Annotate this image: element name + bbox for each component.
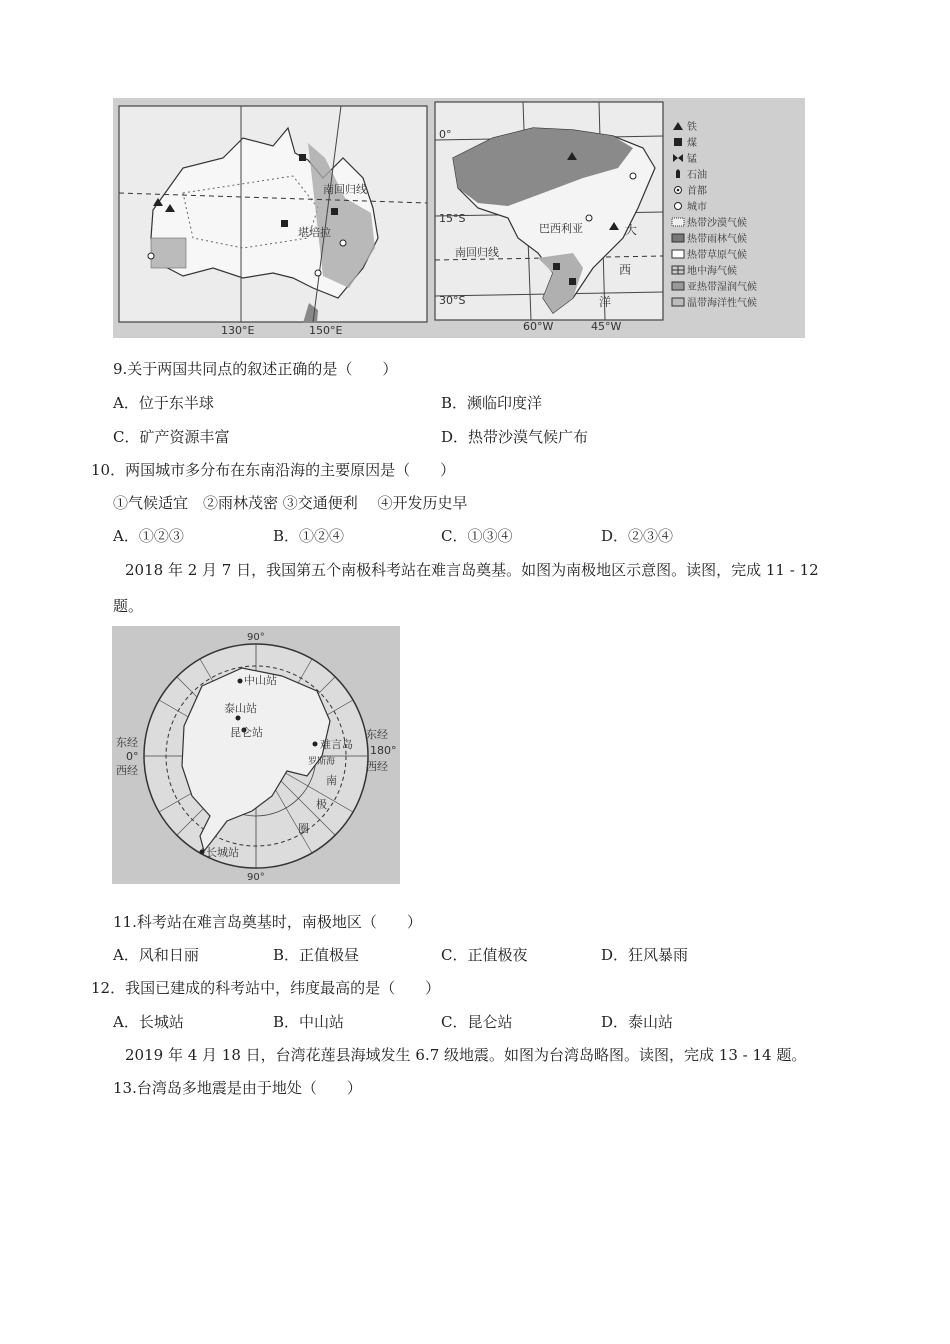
coal-marker bbox=[553, 263, 560, 270]
question-10-option-b: B．①②④ bbox=[273, 527, 345, 545]
question-10-option-c: C．①③④ bbox=[441, 527, 513, 545]
intro-taiwan-line-1: 2019 年 4 月 18 日，台湾花莲县海域发生 6.7 级地震。如图为台湾岛略图。读图，完成 13 - 14 题。 bbox=[125, 1046, 807, 1064]
label-zero: 0° bbox=[126, 750, 139, 763]
zhongshan-station-marker bbox=[238, 679, 243, 684]
legend-label: 首都 bbox=[687, 186, 707, 197]
br-ocean-label-3: 洋 bbox=[599, 295, 612, 309]
br-tropic-label: 南回归线 bbox=[455, 246, 499, 259]
label-bottom-90: 90° bbox=[247, 872, 265, 883]
antarctica-map-svg bbox=[112, 626, 400, 884]
question-12-stem: 12．我国已建成的科考站中，纬度最高的是（ ） bbox=[91, 979, 441, 997]
legend-label: 地中海气候 bbox=[687, 266, 737, 277]
city-marker bbox=[340, 240, 346, 246]
question-10-option-a: A．①②③ bbox=[113, 527, 184, 545]
br-lon-45-label: 45°W bbox=[591, 320, 622, 333]
coal-marker bbox=[331, 208, 338, 215]
map-figure-svg bbox=[113, 98, 805, 338]
label-top-90: 90° bbox=[247, 632, 265, 643]
br-ocean-label-1: 大 bbox=[625, 223, 638, 237]
label-quan: 圈 bbox=[298, 822, 309, 835]
label-changcheng: 长城站 bbox=[206, 846, 239, 859]
label-ji: 极 bbox=[316, 798, 327, 811]
legend-label: 热带雨林气候 bbox=[687, 234, 747, 245]
intro-antarctica-line-2: 题。 bbox=[113, 597, 144, 615]
au-capital-label: 堪培拉 bbox=[298, 226, 331, 239]
question-10-items: ①气候适宜 ②雨林茂密 ③交通便利 ④开发历史早 bbox=[113, 494, 468, 512]
label-taishan: 泰山站 bbox=[224, 702, 257, 715]
question-12-option-b: B．中山站 bbox=[273, 1013, 345, 1031]
question-12-option-a: A．长城站 bbox=[113, 1013, 184, 1031]
question-11-option-a: A．风和日丽 bbox=[113, 946, 199, 964]
question-11-option-d: D．狂风暴雨 bbox=[601, 946, 689, 964]
label-ross-sea: 罗斯海 bbox=[308, 757, 336, 767]
question-10-stem: 10．两国城市多分布在东南沿海的主要原因是（ ） bbox=[91, 461, 456, 479]
au-lon-130-label: 130°E bbox=[221, 324, 255, 337]
dots-icon bbox=[672, 218, 684, 226]
label-zhongshan: 中山站 bbox=[244, 674, 277, 687]
label-180: 180° bbox=[370, 744, 397, 757]
question-11-option-b: B．正值极昼 bbox=[273, 946, 360, 964]
question-12-option-d: D．泰山站 bbox=[601, 1013, 674, 1031]
white-icon bbox=[672, 250, 684, 258]
dark-icon bbox=[672, 234, 684, 242]
br-lon-60-label: 60°W bbox=[523, 320, 554, 333]
changcheng-station-marker bbox=[200, 850, 205, 855]
gray-icon bbox=[672, 282, 684, 290]
capital-icon-dot bbox=[677, 189, 680, 192]
mediterranean-zone bbox=[151, 238, 186, 268]
map-legend bbox=[672, 120, 757, 309]
br-capital-label: 巴西利亚 bbox=[539, 222, 583, 235]
question-9-option-a: A．位于东半球 bbox=[113, 394, 214, 412]
city-marker bbox=[315, 270, 321, 276]
coal-marker bbox=[299, 154, 306, 161]
city-marker bbox=[148, 253, 154, 259]
city-marker bbox=[630, 173, 636, 179]
legend-label: 温带海洋性气候 bbox=[687, 298, 757, 309]
question-9-option-d: D．热带沙漠气候广布 bbox=[441, 428, 589, 446]
legend-label: 煤 bbox=[687, 138, 697, 149]
question-11-stem: 11.科考站在难言岛奠基时，南极地区（ ） bbox=[113, 913, 422, 931]
label-west-right: 西经 bbox=[366, 760, 388, 773]
capital-marker bbox=[586, 215, 592, 221]
square-icon bbox=[674, 138, 682, 146]
legend-label: 热带草原气候 bbox=[687, 250, 747, 261]
triangle-icon bbox=[673, 122, 683, 130]
br-lat-0-label: 0° bbox=[439, 128, 452, 141]
nanyan-island-marker bbox=[313, 742, 318, 747]
legend-label: 热带沙漠气候 bbox=[687, 218, 747, 229]
legend-label: 城市 bbox=[687, 202, 707, 213]
question-12-option-c: C．昆仑站 bbox=[441, 1013, 513, 1031]
figure-australia-brazil bbox=[113, 98, 805, 338]
question-11-option-c: C．正值极夜 bbox=[441, 946, 528, 964]
taishan-station-marker bbox=[236, 716, 241, 721]
coal-marker bbox=[569, 278, 576, 285]
circle-icon bbox=[675, 203, 682, 210]
legend-label: 锰 bbox=[687, 154, 697, 165]
br-ocean-label-2: 西 bbox=[619, 263, 632, 277]
label-kunlun: 昆仑站 bbox=[230, 726, 263, 739]
legend-label: 石油 bbox=[687, 170, 707, 181]
label-east-right: 东经 bbox=[366, 728, 388, 741]
au-lon-150-label: 150°E bbox=[309, 324, 343, 337]
question-13-stem: 13.台湾岛多地震是由于地处（ ） bbox=[113, 1079, 362, 1097]
question-9-option-b: B．濒临印度洋 bbox=[441, 394, 543, 412]
figure-antarctica bbox=[112, 626, 400, 884]
light-icon bbox=[672, 298, 684, 306]
bowtie-icon bbox=[673, 154, 683, 162]
au-tropic-label: 南回归线 bbox=[323, 183, 367, 196]
question-10-option-d: D．②③④ bbox=[601, 527, 674, 545]
coal-marker bbox=[281, 220, 288, 227]
intro-antarctica-line-1: 2018 年 2 月 7 日，我国第五个南极科考站在难言岛奠基。如图为南极地区示意图。读图，完成 11 - 12 bbox=[125, 561, 819, 579]
question-9-option-c: C．矿产资源丰富 bbox=[113, 428, 230, 446]
question-9-stem: 9.关于两国共同点的叙述正确的是（ ） bbox=[113, 360, 398, 378]
label-east-left: 东经 bbox=[116, 736, 138, 749]
br-lat-30-label: 30°S bbox=[439, 294, 466, 307]
legend-label: 铁 bbox=[687, 122, 697, 133]
br-lat-15-label: 15°S bbox=[439, 212, 466, 225]
label-nan: 南 bbox=[326, 774, 337, 787]
label-nanyan: 难言岛 bbox=[320, 738, 353, 751]
label-west-left: 西经 bbox=[116, 764, 138, 777]
legend-label: 亚热带湿润气候 bbox=[687, 282, 757, 293]
oil-icon bbox=[676, 169, 680, 178]
